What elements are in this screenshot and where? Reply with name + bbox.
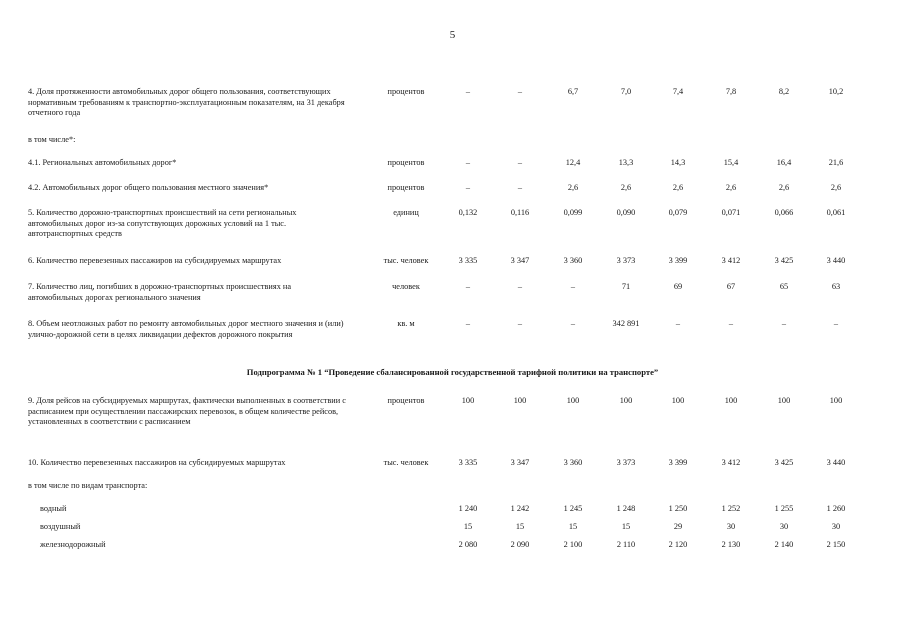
value-cell: 0,071 — [721, 208, 741, 217]
value-cell: – — [570, 282, 576, 291]
value-cell: 3 373 — [616, 458, 636, 467]
value-cell: 12,4 — [565, 158, 581, 167]
value-cell: 0,079 — [668, 208, 688, 217]
value-cell: 7,4 — [672, 87, 684, 96]
transport-type-label: воздушный — [40, 522, 81, 531]
indicator-label: 4. Доля протяженности автомобильных дорог общего пользования, соответствующих нормативным требованиям к транспортно-эксплуатационным показателям, на 31 декабря отчетного года — [28, 87, 345, 118]
value-cell: – — [517, 183, 523, 192]
value-cell: 2,6 — [830, 183, 842, 192]
value-cell: 100 — [461, 396, 475, 405]
value-cell: 100 — [671, 396, 685, 405]
indicator-unit: процентов — [387, 87, 425, 96]
value-cell: 15 — [515, 522, 525, 531]
page-number: 5 — [449, 29, 456, 41]
indicator-unit: тыс. человек — [383, 458, 429, 467]
value-cell: 16,4 — [776, 158, 792, 167]
value-cell: 69 — [673, 282, 683, 291]
value-cell: – — [675, 319, 681, 328]
indicator-label: 6. Количество перевезенных пассажиров на субсидируемых маршрутах — [28, 256, 282, 265]
value-cell: 2 090 — [510, 540, 530, 549]
value-cell: 2,6 — [567, 183, 579, 192]
value-cell: – — [465, 319, 471, 328]
value-cell: 2,6 — [725, 183, 737, 192]
indicator-label: 9. Доля рейсов на субсидируемых маршрутах, фактически выполненных в соответствии с расписанием при осуществлении пассажирских перевозок, в общем количестве рейсов, установленных в соответствии с расписанием — [28, 396, 346, 427]
value-cell: 30 — [831, 522, 841, 531]
indicator-unit: человек — [392, 282, 420, 291]
value-cell: 3 360 — [563, 458, 583, 467]
value-cell: 0,116 — [510, 208, 530, 217]
value-cell: 8,2 — [778, 87, 790, 96]
value-cell: 2 120 — [668, 540, 688, 549]
value-cell: 1 260 — [826, 504, 846, 513]
value-cell: – — [517, 87, 523, 96]
indicator-label: 8. Объем неотложных работ по ремонту автомобильных дорог местного значения и (или) улично-дорожной сети в целях ликвидации дефектов дорожного покрытия — [28, 319, 344, 339]
value-cell: 0,061 — [826, 208, 846, 217]
value-cell: 65 — [779, 282, 789, 291]
transport-type-label: водный — [40, 504, 67, 513]
value-cell: 3 373 — [616, 256, 636, 265]
indicator-label: 5. Количество дорожно-транспортных происшествий на сети региональных автомобильных дорог из-за сопутствующих дорожных условий на 1 тыс. автотранспортных средств — [28, 208, 297, 239]
indicator-unit: кв. м — [397, 319, 415, 328]
value-cell: 100 — [619, 396, 633, 405]
value-cell: 3 412 — [721, 256, 741, 265]
value-cell: 3 412 — [721, 458, 741, 467]
indicator-label: 4.1. Региональных автомобильных дорог* — [28, 158, 177, 167]
value-cell: 2 140 — [774, 540, 794, 549]
value-cell: – — [465, 158, 471, 167]
value-cell: 30 — [726, 522, 736, 531]
value-cell: 100 — [829, 396, 843, 405]
value-cell: 3 360 — [563, 256, 583, 265]
value-cell: 100 — [724, 396, 738, 405]
value-cell: 30 — [779, 522, 789, 531]
value-cell: 0,099 — [563, 208, 583, 217]
value-cell: 3 399 — [668, 458, 688, 467]
value-cell: 0,066 — [774, 208, 794, 217]
value-cell: 2 080 — [458, 540, 478, 549]
value-cell: 342 891 — [612, 319, 640, 328]
section-label: в том числе*: — [28, 135, 76, 144]
value-cell: 1 248 — [616, 504, 636, 513]
value-cell: – — [781, 319, 787, 328]
value-cell: 2 100 — [563, 540, 583, 549]
value-cell: 7,0 — [620, 87, 632, 96]
indicator-unit: процентов — [387, 396, 425, 405]
value-cell: 29 — [673, 522, 683, 531]
value-cell: 3 399 — [668, 256, 688, 265]
value-cell: 2,6 — [672, 183, 684, 192]
value-cell: 15 — [621, 522, 631, 531]
indicator-label: 10. Количество перевезенных пассажиров на субсидируемых маршрутах — [28, 458, 286, 467]
value-cell: 10,2 — [828, 87, 844, 96]
value-cell: 14,3 — [670, 158, 686, 167]
value-cell: – — [465, 87, 471, 96]
value-cell: 15 — [568, 522, 578, 531]
value-cell: – — [728, 319, 734, 328]
value-cell: 71 — [621, 282, 631, 291]
value-cell: 6,7 — [567, 87, 579, 96]
indicator-label: 4.2. Автомобильных дорог общего пользования местного значения* — [28, 183, 269, 192]
value-cell: 3 440 — [826, 458, 846, 467]
value-cell: – — [517, 282, 523, 291]
value-cell: 3 347 — [510, 256, 530, 265]
value-cell: 3 335 — [458, 256, 478, 265]
value-cell: – — [517, 319, 523, 328]
value-cell: 1 240 — [458, 504, 478, 513]
value-cell: 100 — [513, 396, 527, 405]
value-cell: 2 130 — [721, 540, 741, 549]
indicator-unit: тыс. человек — [383, 256, 429, 265]
value-cell: 3 425 — [774, 458, 794, 467]
value-cell: 1 250 — [668, 504, 688, 513]
value-cell: 13,3 — [618, 158, 634, 167]
value-cell: 2,6 — [620, 183, 632, 192]
value-cell: 1 255 — [774, 504, 794, 513]
transport-type-label: железнодорожный — [40, 540, 106, 549]
value-cell: 1 252 — [721, 504, 741, 513]
value-cell: 2 150 — [826, 540, 846, 549]
value-cell: 1 245 — [563, 504, 583, 513]
value-cell: 7,8 — [725, 87, 737, 96]
subprogram-title: Подпрограмма № 1 “Проведение сбалансированной государственной тарифной политики на транспорте” — [246, 367, 659, 377]
value-cell: 3 335 — [458, 458, 478, 467]
value-cell: 100 — [566, 396, 580, 405]
value-cell: – — [465, 183, 471, 192]
indicator-label: 7. Количество лиц, погибших в дорожно-транспортных происшествиях на автомобильных дорогах регионального значения — [28, 282, 292, 302]
value-cell: 0,090 — [616, 208, 636, 217]
value-cell: 15,4 — [723, 158, 739, 167]
value-cell: – — [465, 282, 471, 291]
value-cell: – — [570, 319, 576, 328]
indicator-unit: процентов — [387, 183, 425, 192]
value-cell: 21,6 — [828, 158, 844, 167]
value-cell: 3 440 — [826, 256, 846, 265]
value-cell: 2 110 — [616, 540, 636, 549]
value-cell: – — [833, 319, 839, 328]
value-cell: 67 — [726, 282, 736, 291]
value-cell: 1 242 — [510, 504, 530, 513]
value-cell: 3 425 — [774, 256, 794, 265]
value-cell: 63 — [831, 282, 841, 291]
value-cell: 3 347 — [510, 458, 530, 467]
section-label: в том числе по видам транспорта: — [28, 481, 148, 490]
value-cell: 15 — [463, 522, 473, 531]
indicator-unit: единиц — [393, 208, 419, 217]
indicator-unit: процентов — [387, 158, 425, 167]
value-cell: 100 — [777, 396, 791, 405]
value-cell: – — [517, 158, 523, 167]
value-cell: 2,6 — [778, 183, 790, 192]
value-cell: 0,132 — [458, 208, 478, 217]
